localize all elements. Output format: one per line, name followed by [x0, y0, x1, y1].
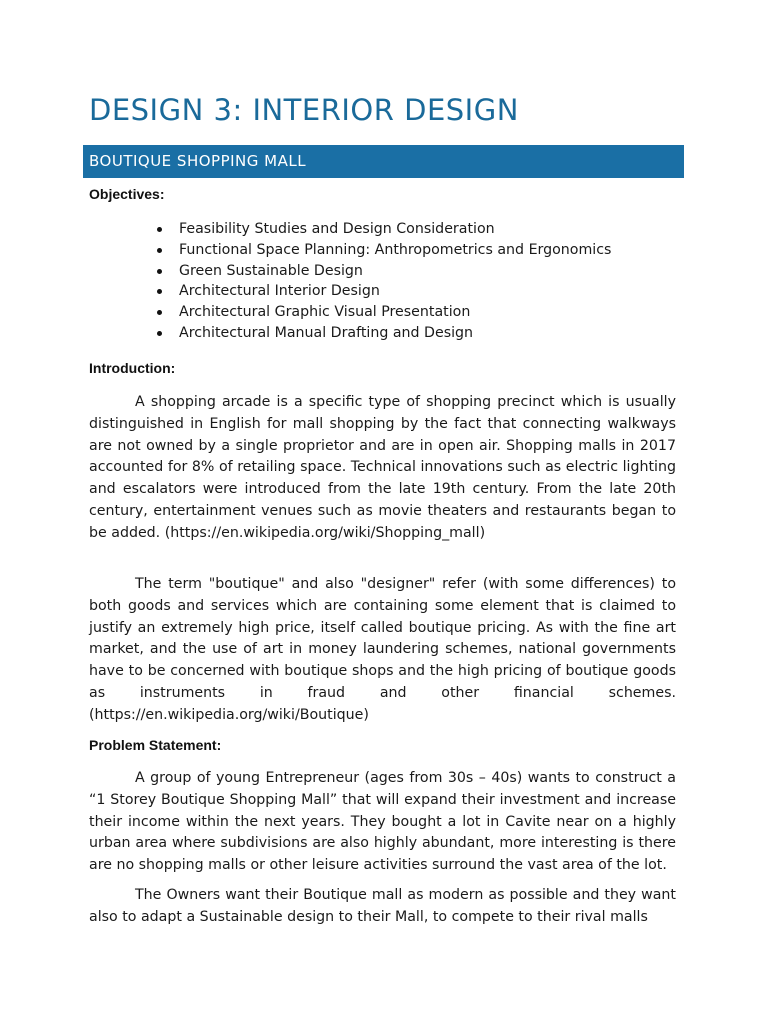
problem-statement-heading: Problem Statement:	[89, 737, 222, 753]
introduction-heading: Introduction:	[89, 360, 176, 376]
list-item: Feasibility Studies and Design Consideration	[149, 219, 611, 240]
introduction-paragraph-2: The term "boutique" and also "designer" refer (with some differences) to both goods and services which are containing some element that is claimed to justify an extremely high price, itself called boutique pricing. As with the fine art market, and the use of art in money laundering schemes, national governments have to be concerned with boutique shops and the high pricing of boutique goods as instruments in fraud and other financial schemes. (https://en.wikipedia.org/wiki/Boutique)	[89, 576, 676, 723]
list-item: Architectural Graphic Visual Presentation	[149, 302, 611, 323]
list-item: Functional Space Planning: Anthropometrics and Ergonomics	[149, 240, 611, 261]
list-item: Architectural Manual Drafting and Design	[149, 323, 611, 344]
list-item: Green Sustainable Design	[149, 261, 611, 282]
problem-statement-paragraph-1: A group of young Entrepreneur (ages from 30s – 40s) wants to construct a “1 Storey Boutique Shopping Mall” that will expand their investment and increase their income within the next years. They bought a lot in Cavite near on a highly urban area where subdivisions are also highly abundant, more interesting is there are no shopping malls or other leisure activities surround the vast area of the lot.	[89, 770, 676, 874]
introduction-paragraph-1: A shopping arcade is a specific type of shopping precinct which is usually distinguished in English for mall shopping by the fact that connecting walkways are not owned by a single proprietor and are in open air. Shopping malls in 2017 accounted for 8% of retailing space. Technical innovations such as electric lighting and escalators were introduced from the late 19th century. From the late 20th century, entertainment venues such as movie theaters and restaurants began to be added. (https://en.wikipedia.org/wiki/Shopping_mall)	[89, 394, 676, 541]
objectives-heading: Objectives:	[89, 186, 165, 202]
document-title: DESIGN 3: INTERIOR DESIGN	[89, 93, 519, 127]
list-item: Architectural Interior Design	[149, 281, 611, 302]
problem-statement-paragraph-2: The Owners want their Boutique mall as modern as possible and they want also to adapt a Sustainable design to their Mall, to compete to their rival malls	[89, 887, 676, 925]
section-banner: BOUTIQUE SHOPPING MALL	[83, 145, 684, 178]
objectives-list	[149, 219, 611, 344]
